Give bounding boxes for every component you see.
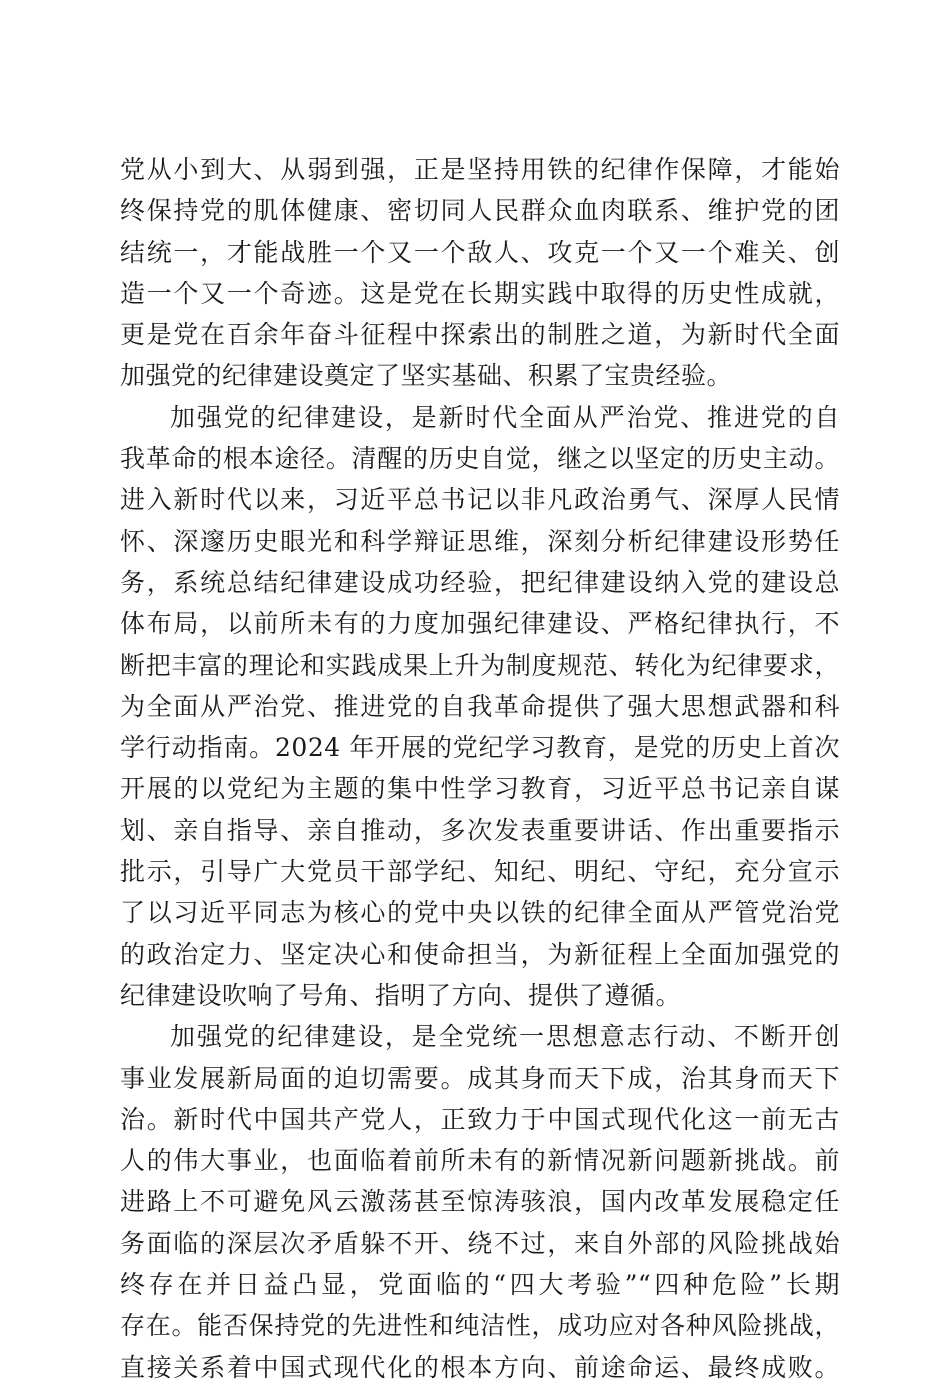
text-line: 造一个又一个奇迹。这是党在长期实践中取得的历史性成就， — [120, 278, 840, 308]
text-line: 纪律建设吹响了号角、指明了方向、提供了遵循。 — [120, 980, 682, 1010]
text-line: 进入新时代以来，习近平总书记以非凡政治勇气、深厚人民情 — [120, 485, 840, 515]
text-line: 我革命的根本途径。清醒的历史自觉，继之以坚定的历史主动。 — [120, 444, 840, 474]
paragraph-2 — [120, 397, 840, 1016]
text-line: 治。新时代中国共产党人，正致力于中国式现代化这一前无古 — [120, 1104, 840, 1134]
text-line: 断把丰富的理论和实践成果上升为制度规范、转化为纪律要求， — [120, 650, 840, 680]
text-line: 存在。能否保持党的先进性和纯洁性，成功应对各种风险挑战， — [120, 1311, 840, 1341]
text-line: 务面临的深层次矛盾躲不开、绕不过，来自外部的风险挑战始 — [120, 1228, 840, 1258]
text-line: 体布局，以前所未有的力度加强纪律建设、严格纪律执行，不 — [120, 609, 840, 639]
text-line: 直接关系着中国式现代化的根本方向、前途命运、最终成败。 — [120, 1352, 840, 1382]
text-line: 的政治定力、坚定决心和使命担当，为新征程上全面加强党的 — [120, 939, 840, 969]
body-text — [120, 149, 840, 1388]
text-line: 加强党的纪律建设，是新时代全面从严治党、推进党的自 — [170, 402, 840, 432]
text-line: 开展的以党纪为主题的集中性学习教育，习近平总书记亲自谋 — [120, 774, 840, 804]
text-line: 务，系统总结纪律建设成功经验，把纪律建设纳入党的建设总 — [120, 567, 840, 597]
text-line: 划、亲自指导、亲自推动，多次发表重要讲话、作出重要指示 — [120, 815, 840, 845]
text-line: 了以习近平同志为核心的党中央以铁的纪律全面从严管党治党 — [120, 898, 840, 928]
text-line: 终存在并日益凸显，党面临的“四大考验”“四种危险”长期 — [120, 1270, 840, 1300]
paragraph-1 — [120, 149, 840, 397]
text-line: 党从小到大、从弱到强，正是坚持用铁的纪律作保障，才能始 — [120, 155, 840, 184]
text-line: 为全面从严治党、推进党的自我革命提供了强大思想武器和科 — [120, 691, 840, 721]
text-line: 终保持党的肌体健康、密切同人民群众血肉联系、维护党的团 — [120, 196, 840, 226]
text-line: 人的伟大事业，也面临着前所未有的新情况新问题新挑战。前 — [120, 1146, 840, 1176]
paragraph-3 — [120, 1016, 840, 1388]
text-line: 学行动指南。2024 年开展的党纪学习教育，是党的历史上首次 — [120, 733, 840, 763]
text-line: 进路上不可避免风云激荡甚至惊涛骇浪，国内改革发展稳定任 — [120, 1187, 840, 1217]
text-line: 事业发展新局面的迫切需要。成其身而天下成，治其身而天下 — [120, 1063, 840, 1093]
text-line: 结统一，才能战胜一个又一个敌人、攻克一个又一个难关、创 — [120, 237, 840, 267]
text-line: 加强党的纪律建设，是全党统一思想意志行动、不断开创 — [170, 1022, 840, 1052]
text-line: 加强党的纪律建设奠定了坚实基础、积累了宝贵经验。 — [120, 361, 733, 391]
text-line: 更是党在百余年奋斗征程中探索出的制胜之道，为新时代全面 — [120, 320, 840, 350]
text-line: 怀、深邃历史眼光和科学辩证思维，深刻分析纪律建设形势任 — [120, 526, 840, 556]
text-line: 批示，引导广大党员干部学纪、知纪、明纪、守纪，充分宣示 — [120, 857, 840, 887]
